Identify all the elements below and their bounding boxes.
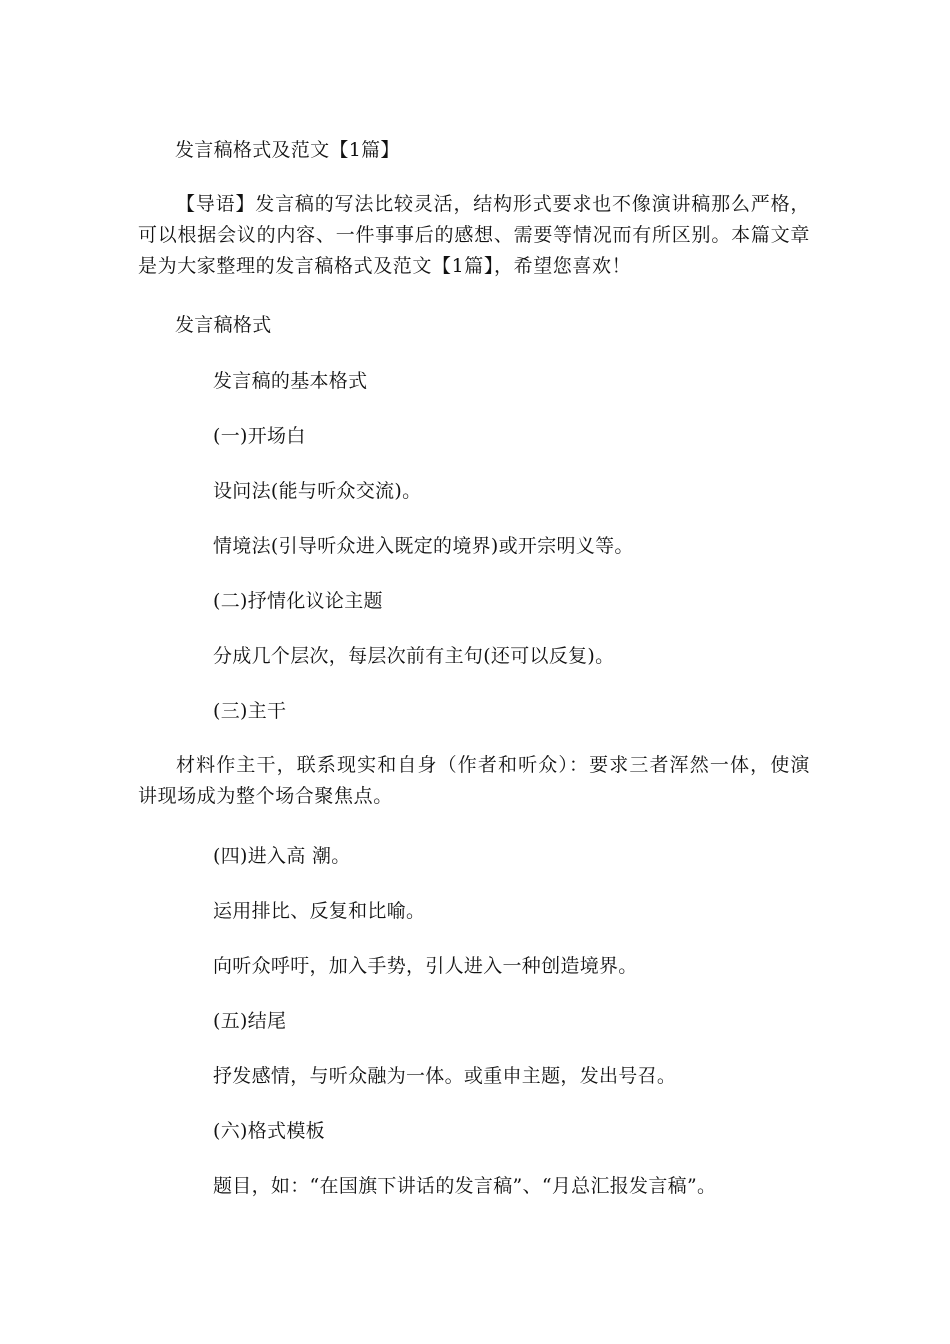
template-heading: (六)格式模板 — [213, 1120, 325, 1142]
climax-line-2: 向听众呼吁，加入手势，引人进入一种创造境界。 — [213, 955, 638, 977]
document-title: 发言稿格式及范文【1篇】 — [175, 139, 400, 161]
opening-line-2: 情境法(引导听众进入既定的境界)或开宗明义等。 — [213, 535, 634, 557]
climax-heading: (四)进入高 潮。 — [213, 845, 351, 867]
trunk-heading: (三)主干 — [213, 700, 287, 722]
intro-paragraph: 【导语】发言稿的写法比较灵活，结构形式要求也不像演讲稿那么严格，可以根据会议的内容、一件事事后的感想、需要等情况而有所区别。本篇文章是为大家整理的发言稿格式及范文【1篇】，希望您喜欢！ — [138, 193, 810, 277]
opening-heading: (一)开场白 — [213, 425, 306, 447]
lyric-heading: (二)抒情化议论主题 — [213, 590, 383, 612]
opening-line-1: 设问法(能与听众交流)。 — [213, 480, 422, 502]
trunk-paragraph: 材料作主干，联系现实和自身（作者和听众）：要求三者浑然一体，使演讲现场成为整个场合聚焦点。 — [138, 754, 810, 807]
lyric-line-1: 分成几个层次，每层次前有主句(还可以反复)。 — [213, 645, 615, 667]
section-heading: 发言稿格式 — [175, 314, 272, 336]
climax-line-1: 运用排比、反复和比喻。 — [213, 900, 426, 922]
subheading: 发言稿的基本格式 — [213, 370, 368, 392]
ending-heading: (五)结尾 — [213, 1010, 287, 1032]
template-line-1: 题目，如：“在国旗下讲话的发言稿”、“月总汇报发言稿”。 — [213, 1175, 717, 1197]
ending-line-1: 抒发感情，与听众融为一体。或重申主题，发出号召。 — [213, 1065, 677, 1087]
